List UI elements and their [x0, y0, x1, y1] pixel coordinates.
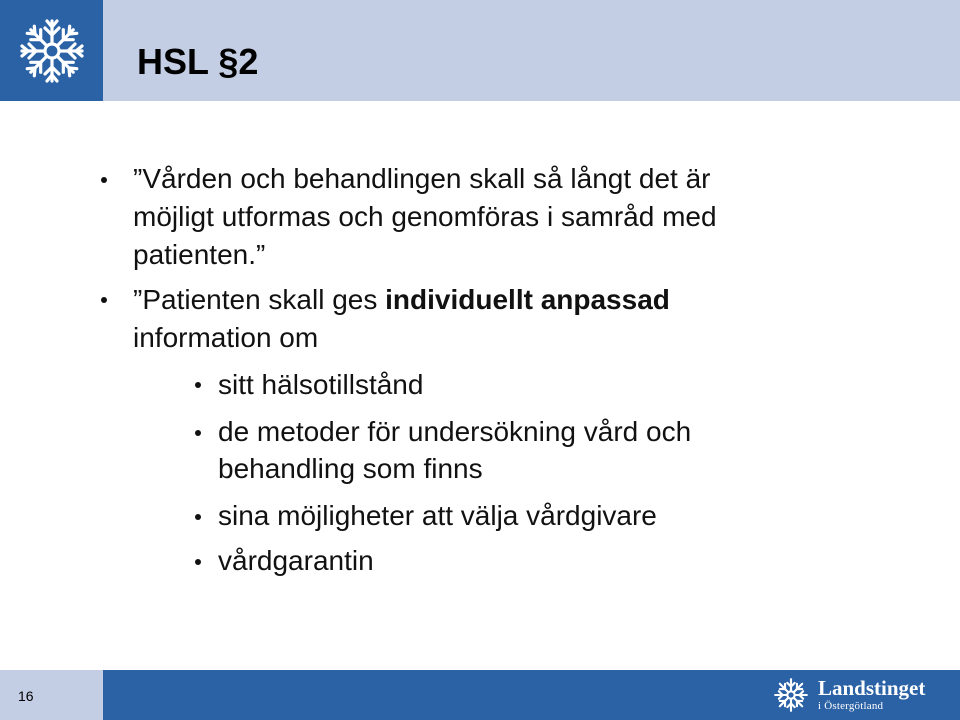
- sub-bullet-line: sitt hälsotillstånd: [218, 369, 424, 400]
- bullet-line: patienten.”: [133, 239, 266, 270]
- bullet-text-1: [133, 160, 833, 274]
- sub-bullet-line: behandling som finns: [218, 453, 483, 484]
- bullet-line: möjligt utformas och genomföras i samråd med: [133, 201, 717, 232]
- snowflake-emblem-icon: [16, 15, 88, 87]
- sub-bullet-text-1: [218, 366, 858, 403]
- sub-bullet-line: vårdgarantin: [218, 545, 374, 576]
- sub-bullet-text-4: [218, 542, 858, 579]
- slide-number: 16: [18, 688, 34, 704]
- sub-bullet-dot: [195, 382, 201, 388]
- bullet-dot: [101, 177, 107, 183]
- snowflake-emblem-icon: [772, 676, 810, 714]
- sub-bullet-line: de metoder för undersökning vård och: [218, 416, 692, 447]
- bullet-prefix: ”Patienten skall ges: [133, 284, 386, 315]
- footer-logo: [772, 673, 925, 717]
- bullet-emphasis: individuellt anpassad: [385, 284, 670, 315]
- bullet-line: information om: [133, 322, 319, 353]
- sub-bullet-dot: [195, 514, 201, 520]
- bullet-line: [133, 281, 833, 319]
- sub-bullet-text-2: [218, 413, 858, 487]
- bullet-text-2: [133, 281, 833, 357]
- bullet-line: ”Vården och behandlingen skall så långt det är: [133, 163, 711, 194]
- sub-bullet-dot: [195, 430, 201, 436]
- footer-brand-sub: i Östergötland: [818, 700, 884, 712]
- sub-bullet-line: sina möjligheter att välja vårdgivare: [218, 500, 657, 531]
- header-logo-box: [0, 0, 103, 101]
- slide-title: HSL §2: [137, 41, 259, 82]
- bullet-dot: [101, 297, 107, 303]
- footer-brand: [818, 677, 925, 713]
- footer-number-box: [0, 670, 103, 720]
- footer-brand-name: Landstinget: [818, 676, 926, 700]
- sub-bullet-dot: [195, 559, 201, 565]
- sub-bullet-text-3: [218, 497, 858, 534]
